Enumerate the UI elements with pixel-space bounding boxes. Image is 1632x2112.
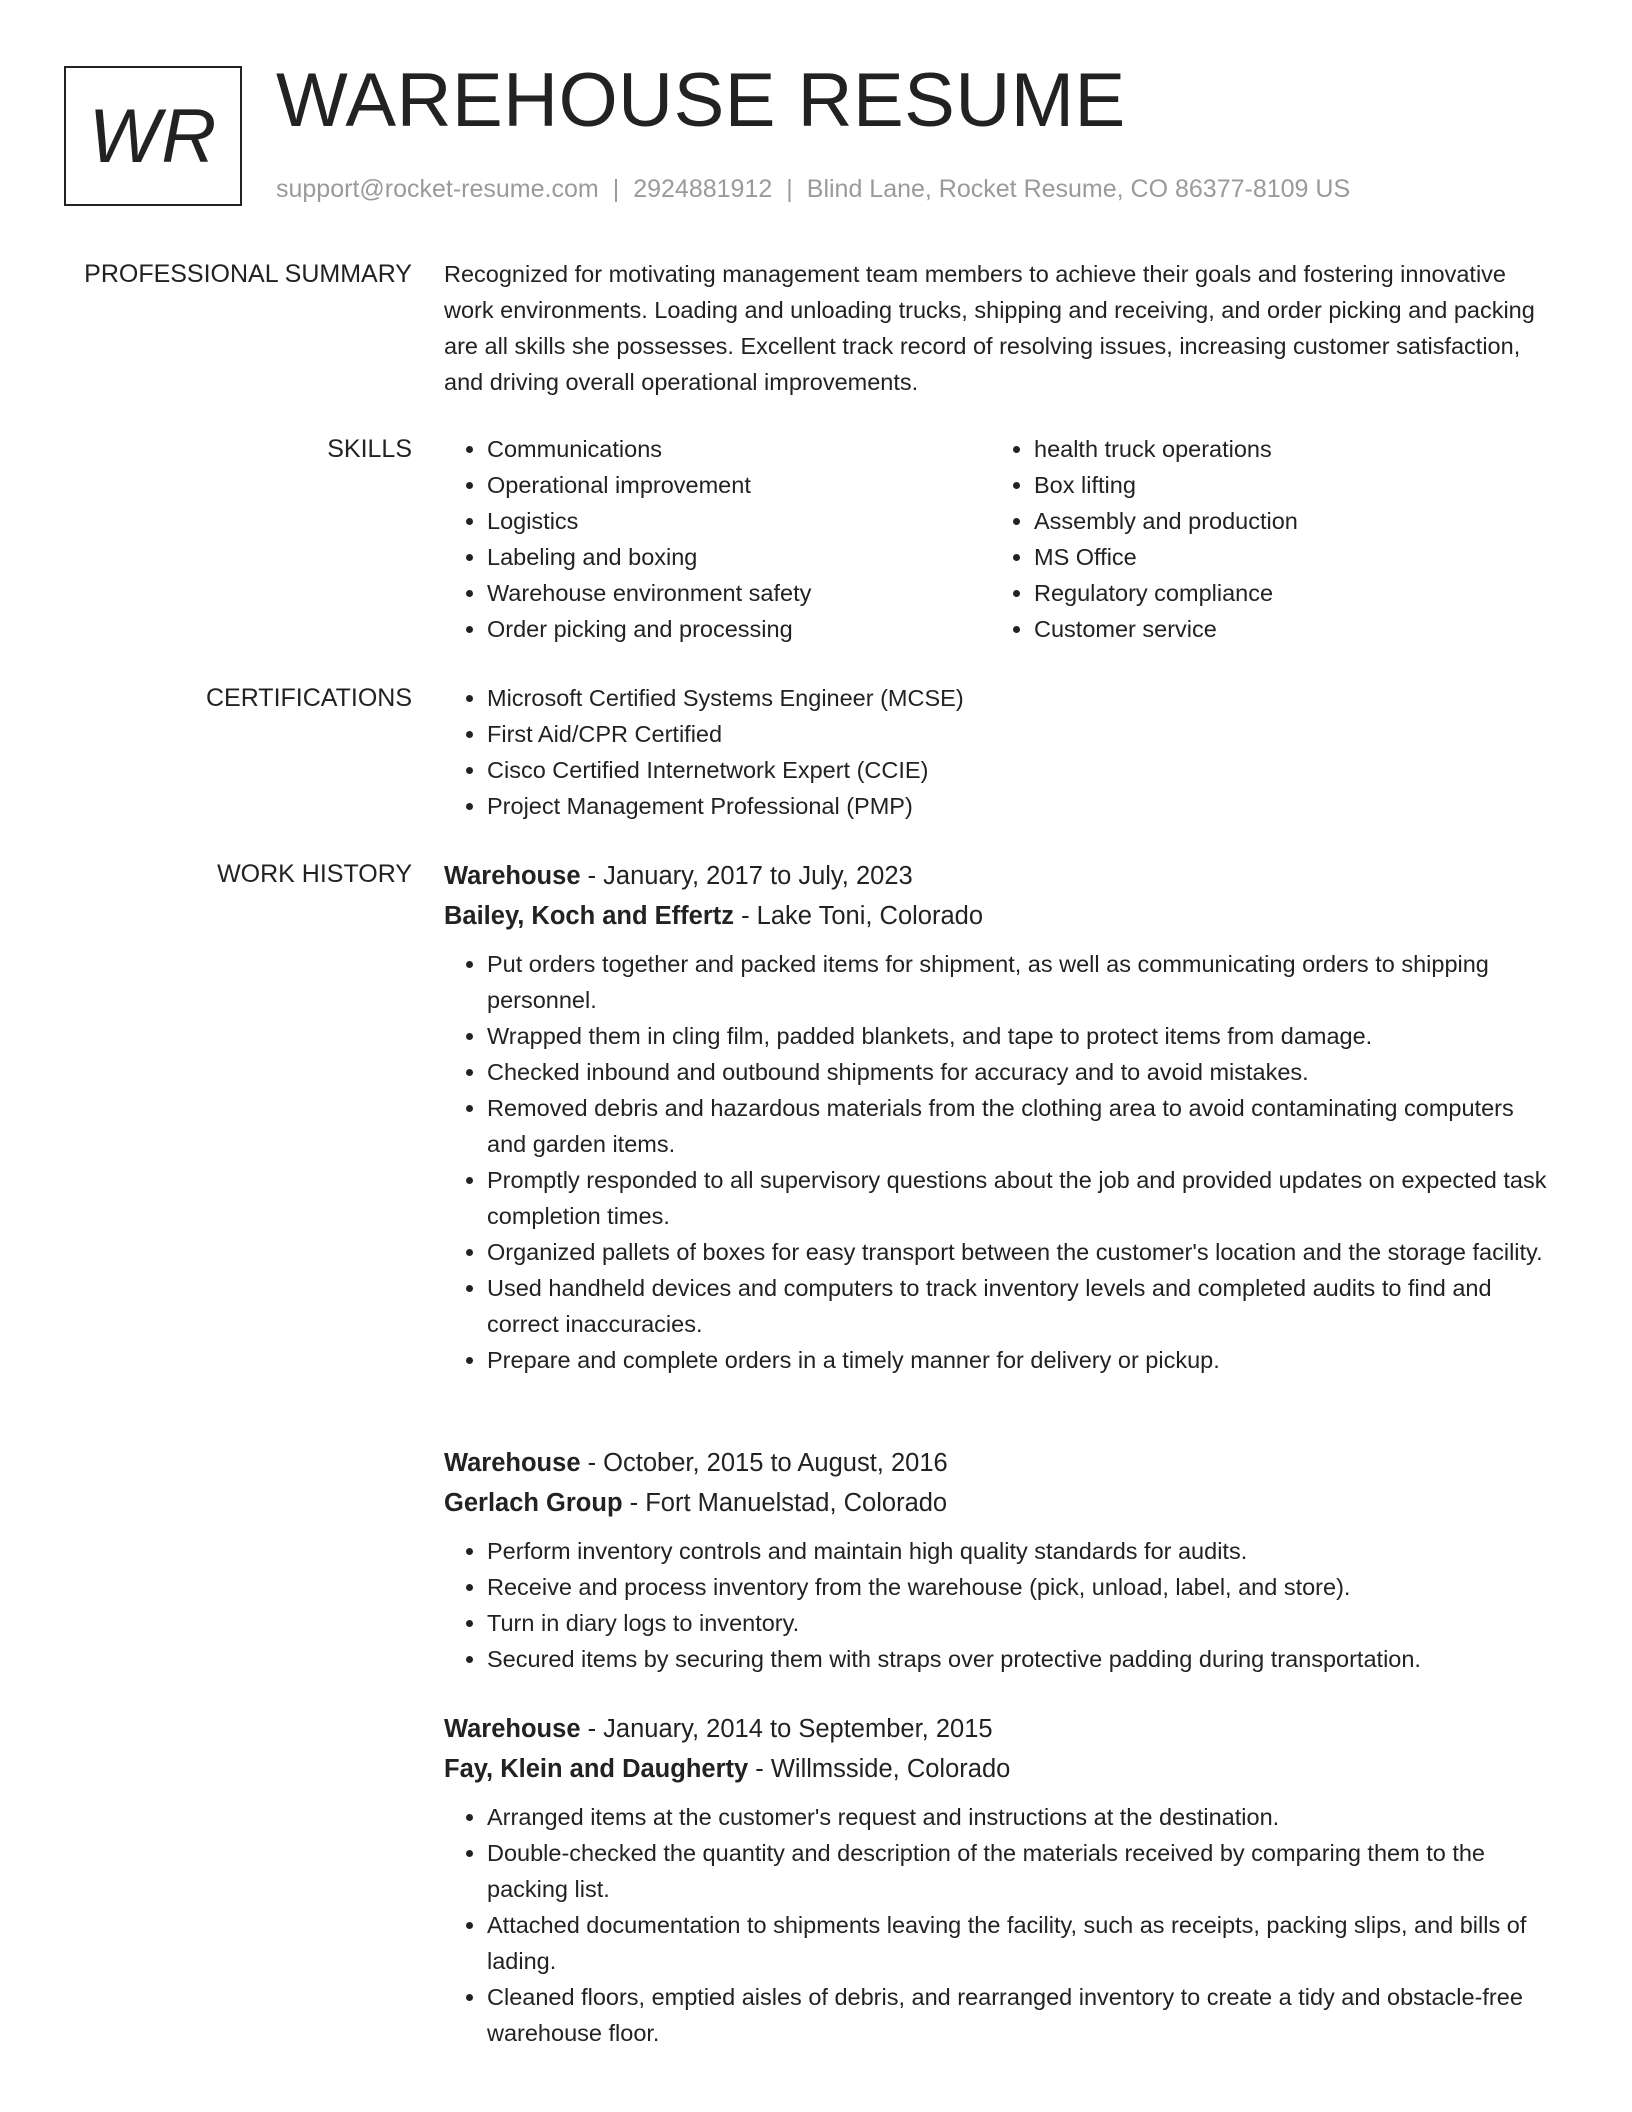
skill-item: • Warehouse environment safety: [487, 575, 984, 611]
job-bullet: • Organized pallets of boxes for easy transport between the customer's location and the storage facility.: [487, 1234, 1554, 1270]
skill-item: • Order picking and processing: [487, 611, 984, 647]
job-company-line: [444, 1749, 1554, 1789]
job-dates: - January, 2017 to July, 2023: [580, 862, 913, 890]
section-label-work-history: WORK HISTORY: [217, 860, 412, 888]
job-bullet: • Wrapped them in cling film, padded blankets, and tape to protect items from damage.: [487, 1018, 1554, 1054]
contact-separator: |: [786, 175, 793, 203]
section-label-skills: SKILLS: [327, 435, 412, 463]
skill-item: • Assembly and production: [1034, 503, 1531, 539]
job-entry: [444, 856, 1554, 1378]
certification-item: • Project Management Professional (PMP): [487, 788, 1554, 824]
job-bullets: [444, 946, 1554, 1378]
job-company-line: [444, 896, 1554, 936]
job-bullet: • Checked inbound and outbound shipments for accuracy and to avoid mistakes.: [487, 1054, 1554, 1090]
contact-phone[interactable]: 2924881912: [633, 175, 773, 203]
job-dates: - October, 2015 to August, 2016: [580, 1449, 948, 1477]
job-location: - Lake Toni, Colorado: [734, 902, 984, 930]
skill-item: • Regulatory compliance: [1034, 575, 1531, 611]
job-title: Warehouse: [444, 862, 581, 890]
skill-item: • Labeling and boxing: [487, 539, 984, 575]
job-location: - Fort Manuelstad, Colorado: [622, 1489, 948, 1517]
contact-line: [276, 172, 1350, 206]
skills-list-right: [991, 431, 1531, 647]
contact-address: Blind Lane, Rocket Resume, CO 86377-8109 US: [806, 175, 1351, 203]
job-bullet: • Put orders together and packed items for shipment, as well as communicating orders to shipping personnel.: [487, 946, 1554, 1018]
job-bullet: • Arranged items at the customer's request and instructions at the destination.: [487, 1799, 1554, 1835]
certification-item: • Microsoft Certified Systems Engineer (MCSE): [487, 680, 1554, 716]
job-bullet: • Receive and process inventory from the warehouse (pick, unload, label, and store).: [487, 1569, 1554, 1605]
skill-item: • Communications: [487, 431, 984, 467]
job-bullet: • Used handheld devices and computers to track inventory levels and completed audits to find and correct inaccuracies.: [487, 1270, 1554, 1342]
job-entry: [444, 1709, 1554, 2051]
skill-item: • Box lifting: [1034, 467, 1531, 503]
skills-list-left: [444, 431, 984, 647]
certifications-list: [444, 680, 1554, 824]
job-bullet: • Promptly responded to all supervisory questions about the job and provided updates on expected task completion times.: [487, 1162, 1554, 1234]
section-label-certifications: CERTIFICATIONS: [205, 684, 412, 712]
contact-separator: |: [612, 175, 620, 203]
skills-column-right: [991, 431, 1531, 647]
job-company: Bailey, Koch and Effertz: [444, 902, 735, 930]
skill-item: • Customer service: [1034, 611, 1531, 647]
job-company: Gerlach Group: [444, 1489, 623, 1517]
job-title-line: [444, 1709, 1554, 1749]
skill-item: • Operational improvement: [487, 467, 984, 503]
summary-text: Recognized for motivating management team members to achieve their goals and fostering innovative work environments. Loading and unloading trucks, shipping and receiving, and order picking and packing are all skills she possesses. Excellent track record of resolving issues, increasing customer satisfaction, and driving overall operational improvements.: [444, 261, 1535, 395]
resume-title: WAREHOUSE RESUME: [276, 58, 1126, 143]
skill-item: • Logistics: [487, 503, 984, 539]
job-company: Fay, Klein and Daugherty: [444, 1755, 749, 1783]
job-bullet: • Cleaned floors, emptied aisles of debris, and rearranged inventory to create a tidy and obstacle-free warehouse floor.: [487, 1979, 1554, 2051]
job-location: - Willmsside, Colorado: [748, 1755, 1011, 1783]
certification-item: • First Aid/CPR Certified: [487, 716, 1554, 752]
certifications-content: [444, 680, 1554, 824]
job-bullet: • Turn in diary logs to inventory.: [487, 1605, 1554, 1641]
job-title: Warehouse: [444, 1449, 581, 1477]
job-bullet: • Prepare and complete orders in a timely manner for delivery or pickup.: [487, 1342, 1554, 1378]
job-title: Warehouse: [444, 1715, 581, 1743]
job-bullets: [444, 1533, 1554, 1677]
job-title-line: [444, 856, 1554, 896]
job-bullet: • Removed debris and hazardous materials from the clothing area to avoid contaminating computers and garden items.: [487, 1090, 1554, 1162]
certification-item: • Cisco Certified Internetwork Expert (CCIE): [487, 752, 1554, 788]
job-title-line: [444, 1443, 1554, 1483]
skills-column-left: [444, 431, 984, 647]
contact-email[interactable]: support@rocket-resume.com: [276, 175, 599, 203]
job-dates: - January, 2014 to September, 2015: [580, 1715, 993, 1743]
job-bullet: • Perform inventory controls and maintain high quality standards for audits.: [487, 1533, 1554, 1569]
section-label-summary: PROFESSIONAL SUMMARY: [84, 260, 412, 288]
job-bullets: [444, 1799, 1554, 2051]
job-company-line: [444, 1483, 1554, 1523]
job-entry: [444, 1443, 1554, 1677]
skill-item: • MS Office: [1034, 539, 1531, 575]
job-bullet: • Double-checked the quantity and description of the materials received by comparing them to the packing list.: [487, 1835, 1554, 1907]
skill-item: • health truck operations: [1034, 431, 1531, 467]
job-bullet: • Attached documentation to shipments leaving the facility, such as receipts, packing slips, and bills of lading.: [487, 1907, 1554, 1979]
job-bullet: • Secured items by securing them with straps over protective padding during transportation.: [487, 1641, 1554, 1677]
monogram-logo: WR: [64, 66, 242, 206]
